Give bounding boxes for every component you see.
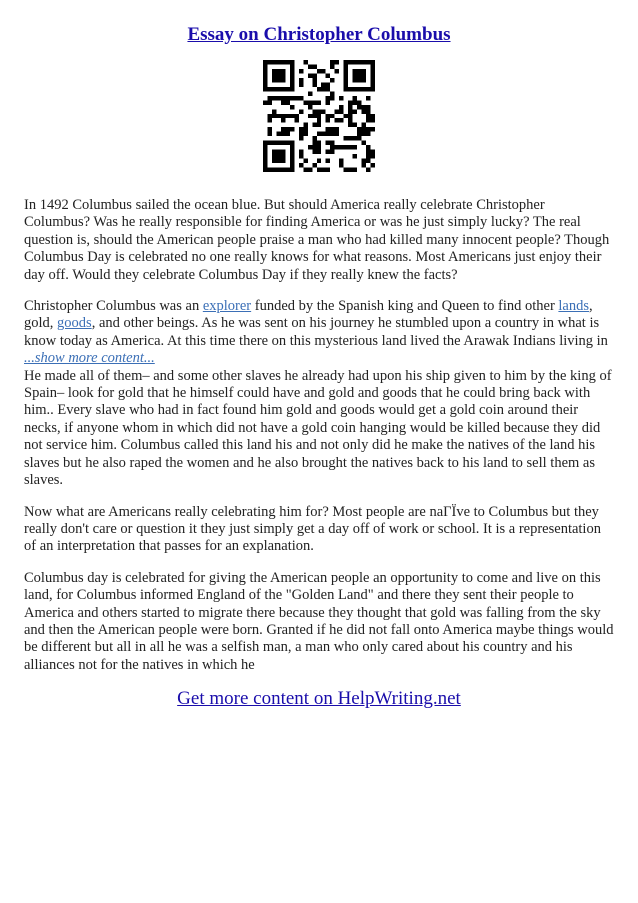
get-more-content-link[interactable]: Get more content on HelpWriting.net xyxy=(177,688,461,709)
qr-code-icon xyxy=(263,60,375,172)
lands-link[interactable]: lands xyxy=(558,298,590,315)
essay-body xyxy=(24,197,614,688)
paragraph-text: , and other beings. As he was sent on his journey he stumbled upon a country in what is know today as America. At this time there on this mysterious land lived the Arawak Indians living in xyxy=(24,315,608,349)
show-more-link[interactable]: ...show more content... xyxy=(24,350,155,367)
paragraph-golden-land: Columbus day is celebrated for giving the American people an opportunity to come and live on this land, for Columbus informed England of the "Golden Land" and there they sent their people to America and others started to migrate there because they thought that gold was falling from the sky and then the American people were born. Granted if he did not fall onto America maybe things would be different but all in all he was a selfish man, a man who only cared about his country and his alliances not for the natives in which he xyxy=(24,569,614,673)
paragraph-text: Christopher Columbus was an xyxy=(24,298,203,315)
goods-link[interactable]: goods xyxy=(57,315,92,332)
paragraph-intro: In 1492 Columbus sailed the ocean blue. But should America really celebrate Christopher Columbus? Was he really responsible for finding America or was he just simply lucky? The real question is, should the American people praise a man who had killed many innocent people? Though Columbus Day is celebrated no one really knows for what reasons. Most Americans just enjoy their day off. Would they celebrate Columbus Day if they really knew the facts? xyxy=(24,197,610,283)
paragraph-slavery: He made all of them– and some other slaves he already had upon his ship given to him by the king of Spain– look for gold that he himself could have and gold and goods that he could bring back with him.. Every slave who had in fact found him gold and goods would get a gold coin around their necks, if anyone whom in which did not have a gold coin hanging would be killed because they did not service him. Columbus called this land his and not only did he make the natives of the land his slaves but he also raped the women and he also brought the natives back to his land to sell them as slaves. xyxy=(24,367,612,489)
paragraph-explorer xyxy=(24,298,614,350)
explorer-link[interactable]: explorer xyxy=(202,298,252,315)
paragraph-text: , gold, xyxy=(24,298,593,332)
paragraph-text: funded by the Spanish king and Queen to find other xyxy=(251,298,559,315)
paragraph-celebration: Now what are Americans really celebrating him for? Most people are naГЇve to Columbus but they really don't care or question it they just simply get a day off of work or school. It is a representation of an interpretation that passes for an explanation. xyxy=(24,503,601,555)
page-title[interactable]: Essay on Christopher Columbus xyxy=(187,24,451,45)
